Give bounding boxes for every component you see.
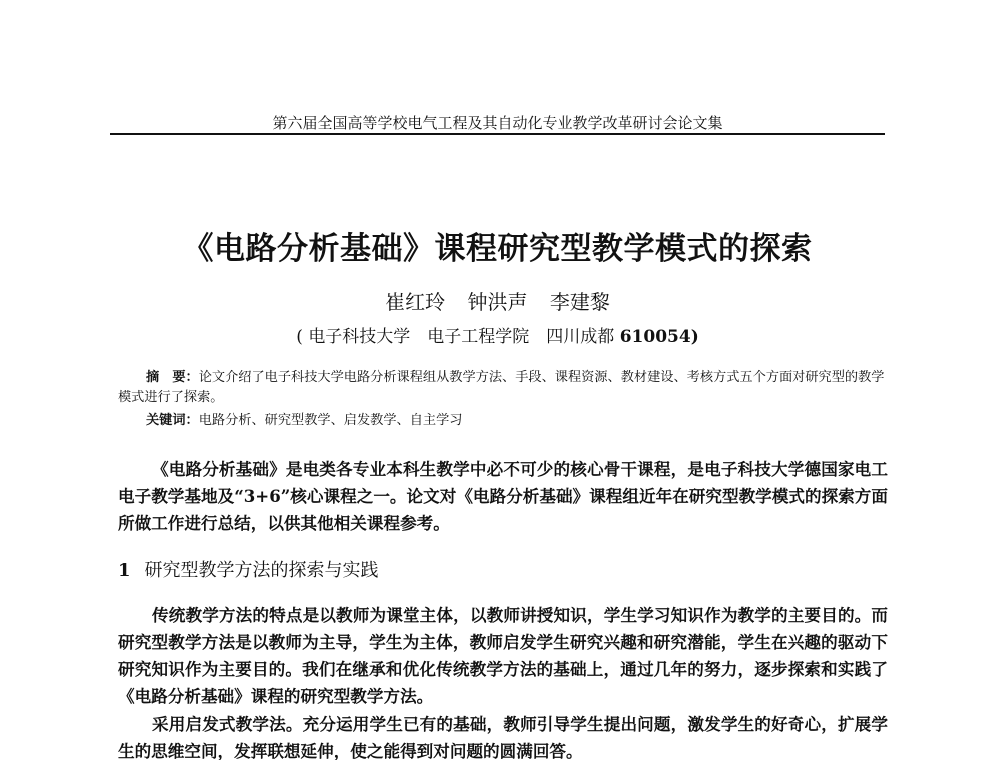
abstract-paragraph (118, 368, 888, 408)
section-heading (118, 556, 379, 582)
body-paragraph-2: 采用启发式教学法。充分运用学生已有的基础，教师引导学生提出问题，激发学生的好奇心，扩展学生的思维空间，发挥联想延伸，使之能得到对问题的圆满回答。 (118, 714, 888, 760)
affiliation-open-paren: ( (296, 327, 303, 347)
author-3: 李建黎 (549, 290, 610, 314)
keywords (146, 411, 886, 431)
section-title: 研究型教学方法的探索与实践 (144, 560, 379, 581)
affiliation-postcode: 610054) (619, 327, 699, 347)
abstract (118, 368, 888, 408)
running-header: 第六届全国高等学校电气工程及其自动化专业教学改革研讨会论文集 (272, 114, 723, 132)
intro-paragraph: 《电路分析基础》是电类各专业本科生教学中必不可少的核心骨干课程，是电子科技大学德国家电工电子教学基地及“3+6”核心课程之一。论文对《电路分析基础》课程组近年在研究型教学模式的探索方面所做工作进行总结，以供其他相关课程参考。 (118, 459, 888, 533)
keywords-label: 关键词： (146, 413, 199, 428)
header-rule (110, 133, 885, 135)
abstract-label: 摘 要： (146, 370, 199, 385)
affiliation-text: 电子科技大学 电子工程学院 四川成都 (308, 327, 615, 347)
section-number: 1 (118, 560, 131, 581)
paper-title: 《电路分析基础》课程研究型教学模式的探索 (182, 231, 813, 267)
keywords-text: 电路分析、研究型教学、启发教学、自主学习 (198, 413, 463, 428)
author-2: 钟洪声 (467, 290, 528, 314)
affiliation (110, 322, 885, 347)
body-paragraph-1: 传统教学方法的特点是以教师为课堂主体，以教师讲授知识，学生学习知识作为教学的主要目的。而研究型教学方法是以教师为主导，学生为主体，教师启发学生研究兴趣和研究潜能，学生在兴趣的驱动下研究知识作为主要目的。我们在继承和优化传统教学方法的基础上，通过几年的努力，逐步探索和实践了《电路分析基础》课程的研究型教学方法。 (118, 605, 888, 706)
abstract-text: 论文介绍了电子科技大学电路分析课程组从教学方法、手段、课程资源、教材建设、考核方式五个方面对研究型的教学模式进行了探索。 (118, 370, 885, 405)
author-list (110, 286, 885, 315)
author-1: 崔红玲 (385, 290, 446, 314)
